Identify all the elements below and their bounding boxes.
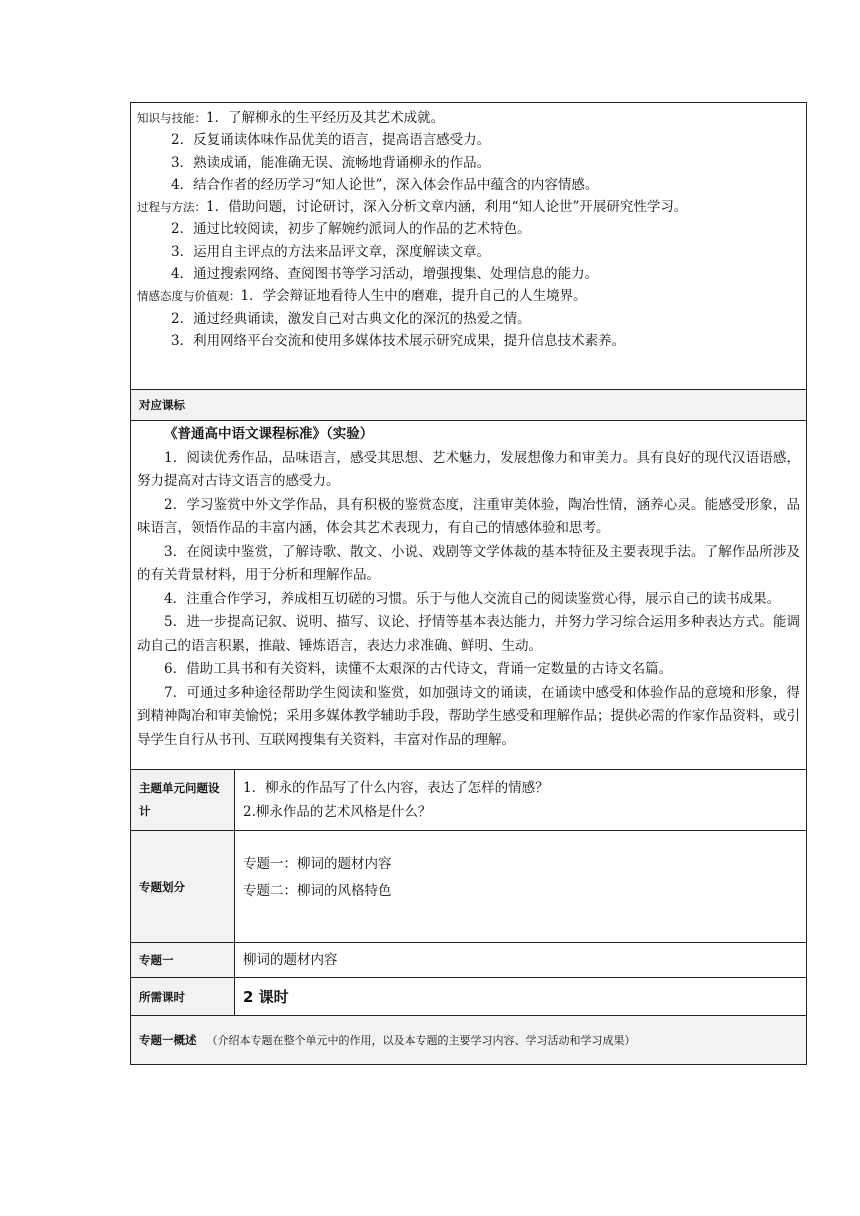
hours-label: 所需课时 <box>131 978 235 1016</box>
standards-title: 《普通高中语文课程标准》（实验） <box>164 426 374 442</box>
objectives-cell <box>131 103 807 390</box>
question-item: 2.柳永作品的艺术风格是什么？ <box>243 804 432 820</box>
objective-line: 过程与方法：1．借助问题，讨论研讨，深入分析文章内涵，利用“知人论世”开展研究性学习。 <box>137 199 688 216</box>
standard-item: 3．在阅读中鉴赏，了解诗歌、散文、小说、戏剧等文学体裁的基本特征及主要表现手法。了解作品所涉及的有关背景材料，用于分析和理解作品。 <box>137 543 800 583</box>
overview-row <box>131 1016 807 1065</box>
questions-label: 主题单元问题设计 <box>131 770 235 831</box>
questions-row <box>131 770 807 831</box>
overview-label: 专题一概述 <box>139 1033 197 1047</box>
objective-line: 3．利用网络平台交流和使用多媒体技术展示研究成果，提升信息技术素养。 <box>171 332 626 349</box>
objective-line: 4．结合作者的经历学习“知人论世”，深入体会作品中蕴含的内容情感。 <box>171 176 599 193</box>
standard-item: 7．可通过多种途径帮助学生阅读和鉴赏，如加强诗文的诵读，在诵读中感受和体验作品的意境和形象，得到精神陶冶和审美愉悦；采用多媒体教学辅助手段，帮助学生感受和理解作品；提供必需的作家作品资料，或引导学生自行从书刊、互联网搜集有关资料，丰富对作品的理解。 <box>137 684 800 748</box>
topic-item: 专题一：柳词的题材内容 <box>243 856 392 872</box>
objective-line: 4．通过搜索网络、查阅图书等学习活动，增强搜集、处理信息的能力。 <box>171 266 599 283</box>
standard-item: 6．借助工具书和有关资料，读懂不太艰深的古代诗文，背诵一定数量的古诗文名篇。 <box>164 661 673 677</box>
hours-value: 2 课时 <box>235 978 807 1016</box>
standards-heading: 对应课标 <box>131 390 807 421</box>
objective-line: 2．通过经典诵读，激发自己对古典文化的深沉的热爱之情。 <box>171 310 531 327</box>
topics-row <box>131 831 807 943</box>
objective-line: 2．反复诵读体味作品优美的语言，提高语言感受力。 <box>171 132 491 149</box>
standards-cell <box>131 421 807 770</box>
objective-line: 2．通过比较阅读，初步了解婉约派词人的作品的艺术特色。 <box>171 221 531 238</box>
overview-cell <box>131 1016 807 1065</box>
objectives-row <box>131 103 807 390</box>
standard-item: 2．学习鉴赏中外文学作品，具有积极的鉴赏态度，注重审美体验，陶冶性情，涵养心灵。能感受形象，品味语言，领悟作品的丰富内涵，体会其艺术表现力，有自己的情感体验和思考。 <box>137 496 800 536</box>
overview-hint: （介绍本专题在整个单元中的作用，以及本专题的主要学习内容、学习活动和学习成果） <box>206 1034 636 1047</box>
topic-one-row <box>131 943 807 978</box>
objective-line: 3．熟读成诵，能准确无误、流畅地背诵柳永的作品。 <box>171 154 491 171</box>
topic-one-value: 柳词的题材内容 <box>235 943 807 978</box>
standard-item: 5．进一步提高记叙、说明、描写、议论、抒情等基本表达能力，并努力学习综合运用多种表达方式。能调动自己的语言积累，推敲、锤炼语言，表达力求准确、鲜明、生动。 <box>137 614 800 654</box>
standard-item: 4．注重合作学习，养成相互切磋的习惯。乐于与他人交流自己的阅读鉴赏心得，展示自己的读书成果。 <box>164 590 781 607</box>
lesson-plan-document <box>130 102 806 1065</box>
objective-line: 3．运用自主评点的方法来品评文章，深度解读文章。 <box>171 243 491 260</box>
topic-one-label: 专题一 <box>131 943 235 978</box>
standards-row <box>131 421 807 770</box>
standard-item: 1．阅读优秀作品，品味语言，感受其思想、艺术魅力，发展想像力和审美力。具有良好的现代汉语语感，努力提高对古诗文语言的感受力。 <box>137 449 800 489</box>
standards-header-row <box>131 390 807 421</box>
topic-item: 专题二：柳词的风格特色 <box>243 883 392 899</box>
question-item: 1．柳永的作品写了什么内容，表达了怎样的情感？ <box>243 780 549 796</box>
topics-label: 专题划分 <box>131 831 235 943</box>
lesson-plan-table <box>130 102 807 1065</box>
topics-cell <box>235 831 807 943</box>
objective-line: 情感态度与价值观：1．学会辩证地看待人生中的磨难，提升自己的人生境界。 <box>137 288 587 305</box>
hours-row <box>131 978 807 1016</box>
questions-cell <box>235 770 807 831</box>
objective-line: 知识与技能：1．了解柳永的生平经历及其艺术成就。 <box>137 110 445 126</box>
